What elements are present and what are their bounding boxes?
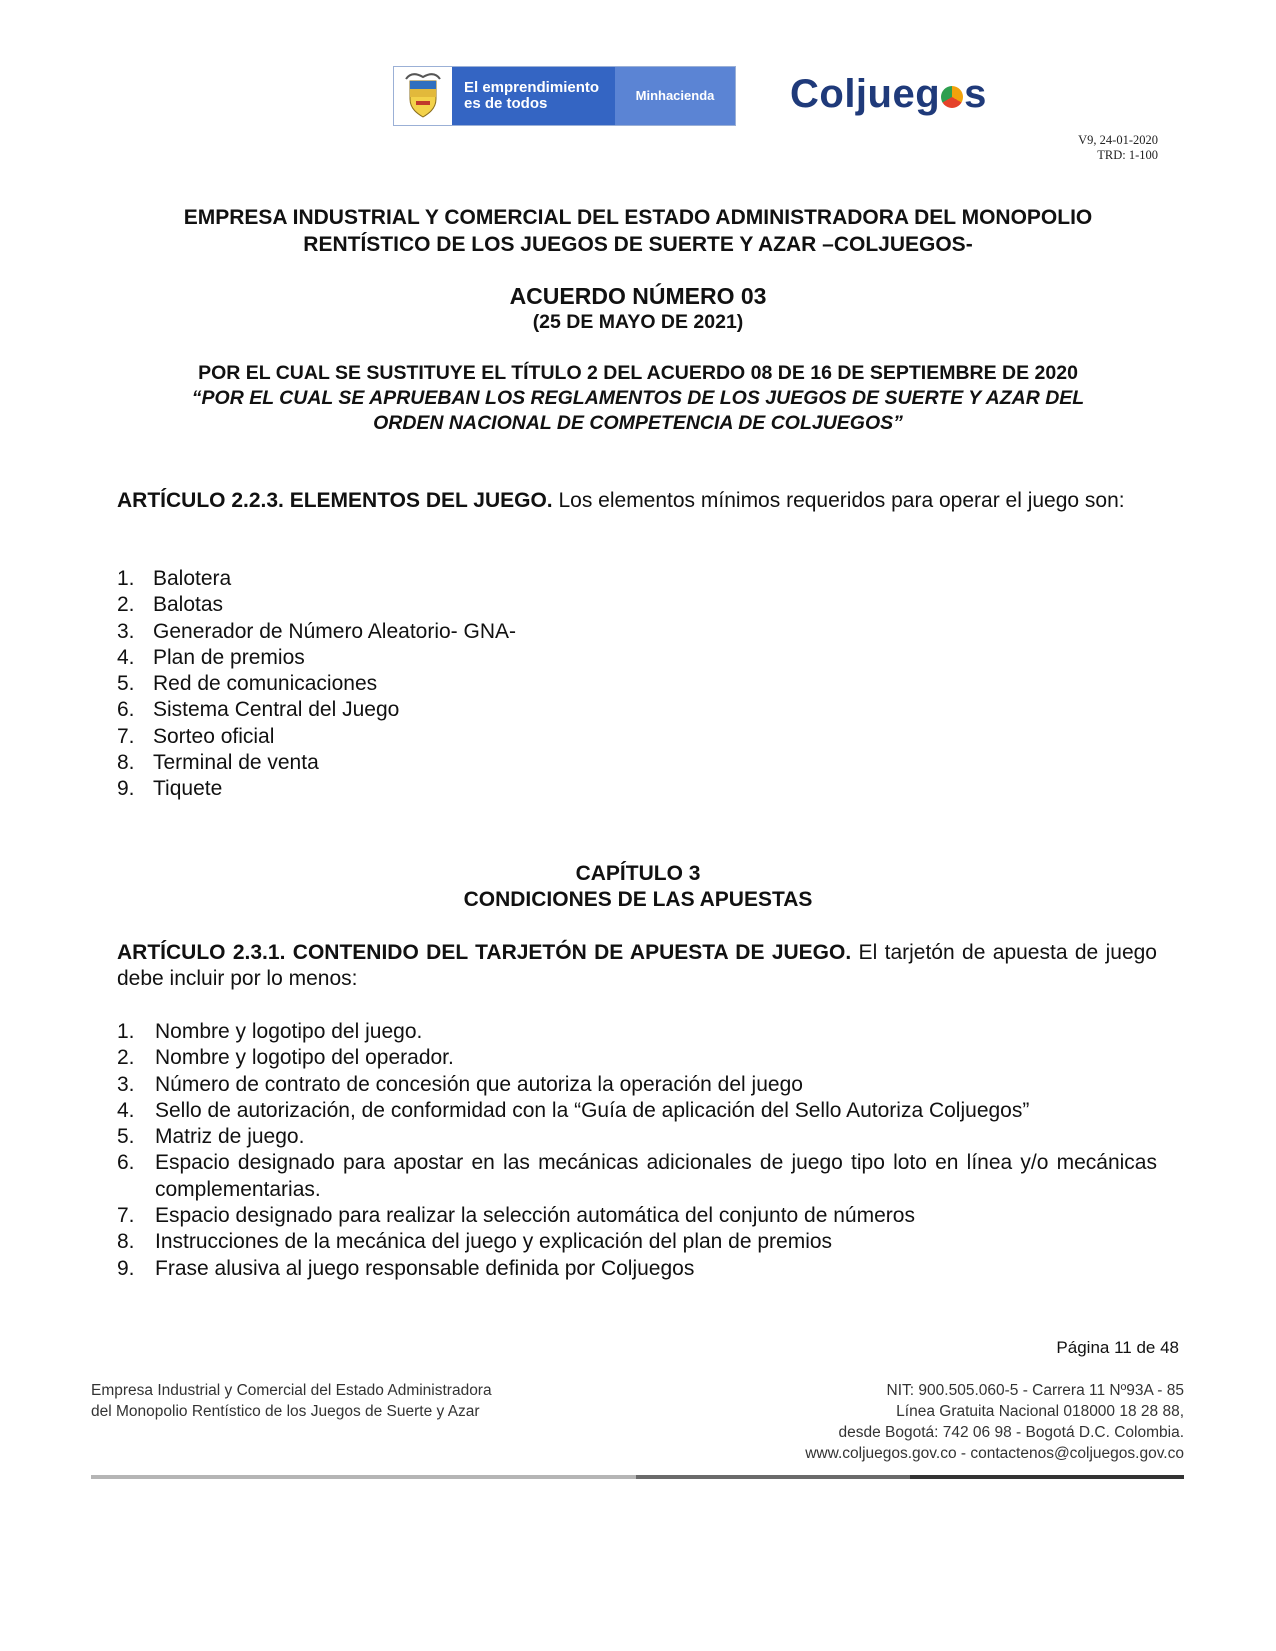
list-item: 9. Tiquete <box>117 777 223 801</box>
coljuegos-logo <box>790 72 987 117</box>
footer-address: desde Bogotá: 742 06 98 - Bogotá D.C. Colombia. <box>838 1424 1184 1441</box>
footer-rule-mid <box>636 1475 910 1479</box>
colorful-o-icon <box>941 86 963 108</box>
gov-banner-text: El emprendimiento es de todos <box>452 67 615 125</box>
elements-list <box>117 566 1157 803</box>
page-number: Página 11 de 48 <box>1056 1338 1179 1357</box>
ministry-label: Minhacienda <box>615 67 735 125</box>
footer-entity-line1: Empresa Industrial y Comercial del Estado Administradora <box>91 1382 492 1399</box>
footer-rule-light <box>91 1475 636 1479</box>
tarjeton-contents-list <box>117 1019 1157 1282</box>
chapter-heading <box>110 861 1166 913</box>
article-223-paragraph <box>117 488 1157 514</box>
chapter-title: CONDICIONES DE LAS APUESTAS <box>463 888 813 911</box>
list-item: 9. Frase alusiva al juego responsable definida por Coljuegos <box>117 1256 695 1280</box>
acuerdo-objeto <box>110 361 1166 436</box>
objeto-line2: “POR EL CUAL SE APRUEBAN LOS REGLAMENTOS DE LOS JUEGOS DE SUERTE Y AZAR DEL <box>191 387 1085 409</box>
article-231-text: El tarjetón de apuesta de juego debe incluir por lo menos: <box>117 941 1157 990</box>
brand-prefix: Coljueg <box>790 72 941 116</box>
objeto-line3: ORDEN NACIONAL DE COMPETENCIA DE COLJUEGOS” <box>373 412 903 434</box>
list-item: 7. Espacio designado para realizar la selección automática del conjunto de números <box>117 1204 915 1228</box>
footer-phone: Línea Gratuita Nacional 018000 18 28 88, <box>896 1403 1184 1420</box>
entity-title-line2: RENTÍSTICO DE LOS JUEGOS DE SUERTE Y AZAR –COLJUEGOS- <box>303 233 973 256</box>
gov-banner-logo <box>393 66 736 126</box>
acuerdo-title: ACUERDO NÚMERO 03 <box>509 283 767 309</box>
footer-rule-dark <box>910 1475 1184 1479</box>
trd-code: TRD: 1-100 <box>1097 148 1158 162</box>
list-item: 6. Espacio designado para apostar en las mecánicas adicionales de juego tipo loto en línea y/o mecánicas complementarias. <box>117 1151 1157 1201</box>
article-223-text: Los elementos mínimos requeridos para operar el juego son: <box>552 489 1125 512</box>
version-code: V9, 24-01-2020 <box>1078 133 1158 147</box>
list-item: 5. Red de comunicaciones <box>117 672 378 696</box>
list-item: 3. Número de contrato de concesión que autoriza la operación del juego <box>117 1072 803 1096</box>
coat-of-arms-icon <box>398 71 448 121</box>
document-version <box>1078 133 1158 163</box>
list-item: 3. Generador de Número Aleatorio- GNA- <box>117 619 516 643</box>
list-item: 2. Nombre y logotipo del operador. <box>117 1046 454 1070</box>
list-item: 4. Sello de autorización, de conformidad con la “Guía de aplicación del Sello Autoriza Coljuegos” <box>117 1098 1030 1122</box>
list-item: 8. Terminal de venta <box>117 751 319 775</box>
entity-title <box>110 204 1166 258</box>
footer-entity <box>91 1380 492 1422</box>
objeto-line1: POR EL CUAL SE SUSTITUYE EL TÍTULO 2 DEL ACUERDO 08 DE 16 DE SEPTIEMBRE DE 2020 <box>198 362 1078 384</box>
acuerdo-date: (25 DE MAYO DE 2021) <box>532 311 744 333</box>
list-item: 8. Instrucciones de la mecánica del juego y explicación del plan de premios <box>117 1230 833 1254</box>
brand-suffix: s <box>964 72 987 116</box>
list-item: 1. Nombre y logotipo del juego. <box>117 1020 423 1043</box>
list-item: 1. Balotera <box>117 567 232 590</box>
article-231-paragraph <box>117 940 1157 992</box>
footer-contact <box>805 1380 1184 1464</box>
list-item: 7. Sorteo oficial <box>117 724 275 748</box>
article-231-heading: ARTÍCULO 2.3.1. CONTENIDO DEL TARJETÓN DE APUESTA DE JUEGO. <box>117 941 852 964</box>
list-item: 6. Sistema Central del Juego <box>117 698 400 722</box>
footer-web-email: www.coljuegos.gov.co - contactenos@coljuegos.gov.co <box>805 1445 1184 1462</box>
list-item: 5. Matriz de juego. <box>117 1125 305 1149</box>
article-223-heading: ARTÍCULO 2.2.3. ELEMENTOS DEL JUEGO. <box>117 489 553 512</box>
entity-title-line1: EMPRESA INDUSTRIAL Y COMERCIAL DEL ESTADO ADMINISTRADORA DEL MONOPOLIO <box>183 206 1093 229</box>
chapter-number: CAPÍTULO 3 <box>575 862 701 885</box>
list-item: 4. Plan de premios <box>117 645 305 669</box>
list-item: 2. Balotas <box>117 593 224 617</box>
footer-nit: NIT: 900.505.060-5 - Carrera 11 Nº93A - 85 <box>886 1382 1184 1399</box>
footer-entity-line2: del Monopolio Rentístico de los Juegos de Suerte y Azar <box>91 1403 480 1420</box>
